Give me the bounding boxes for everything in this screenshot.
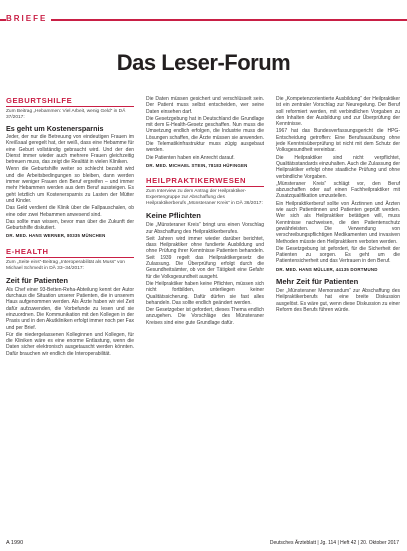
letter-author: DR. MED. HANS MÜLLER, 44135 DORTMUND [276,266,378,272]
section-heading-geburtshilfe: GEBURTSHILFE [6,96,134,107]
column-2 [146,96,264,327]
letter-paragraph: Seit Jahren wird immer wieder darüber berichtet, dass Heilpraktiker ohne fundierte Ausbildung und ohne Prüfung ihrer Kenntnisse Patienten behandeln. Seit 1939 regelt das Heilpraktikergesetz die Zulassung. Die Überprüfung erfolgt durch die Gesundheitsämter, ob von der Tätigkeit eine Gefahr für die Volksgesundheit ausgeht. [146,235,264,280]
article-reference: Zum Interview zu dem Antrag der Heilpraktiker-Expertengruppe zur Abschaffung des Heilpraktikerberufs „Münsteraner Kreis“ in DÄ 36/2017: [146,189,263,207]
letter-paragraph: Für die niedergelassenen Kolleginnen und Kollegen, für die Kliniken wäre es eine enorme Entlastung, wenn die Daten sicher elektronisch ausgetauscht werden könnten. Dafür brauchen wir endlich die Interoperabilität. [6,331,134,357]
page-number: A 1990 [6,540,24,546]
letter-title: Zeit für Patienten [6,275,69,285]
letter-paragraph: Die Heilpraktiker haben keine Pflichten, müssen sich nicht fortbilden, unterliegen keiner Qualitätssicherung. Dafür dürfen sie fast alles behandeln. Das sollte endlich geändert werden. [146,280,264,306]
letter-paragraph: Die Gesetzgebung ist gefordert, für die Sicherheit der Patienten zu sorgen. Es geht um die Patientensicherheit und das Vertrauen in den Beruf. [276,245,400,265]
letter-title: Keine Pflichten [146,211,201,221]
letter-paragraph: Das sollte man wissen, bevor man über die Zukunft der Geburtshilfe diskutiert. [6,218,134,232]
letter-paragraph: 1967 hat das Bundesverfassungsgericht die HPG-Entscheidung getroffen: Eine Berufsausübung ohne jede Kenntnisüberprüfung ist nicht mit dem Schutz der Volksgesundheit vereinbar. [276,128,400,154]
letter-paragraph: Die Daten müssen gesichert und verschlüsselt sein. Der Patient muss selbst entscheiden, wer seine Daten einsehen darf. [146,96,264,115]
letter-paragraph: Als Chef einer 93-Betten-Reha-Abteilung kennt der Autor durchaus die Situation unserer Patienten, die in unserem Haus aufgenommen werden. Als Ärzte haben wir viel Zeit dafür aufzuwenden, die Vorbefunde zu lesen und sie einzuordnen. Die Kommunikation mit den Kollegen in der Praxis und in den Akutkliniken erfolgt immer noch per Fax und per Brief. [6,286,134,331]
section-heading-e-health: E-HEALTH [6,247,134,258]
letter-author: DR. MED. MICHAEL STEIN, 78183 HÜFINGEN [146,162,248,168]
letter-paragraph: Die Patienten haben ein Anrecht darauf. [146,154,235,161]
column-3 [276,96,400,314]
letter-paragraph: Wenn die Geburtshilfe weiter so schlecht bezahlt wird und die Arbeitsbedingungen so bleiben, dann werden immer weniger Frauen den Beruf ergreifen – und immer mehr Hebammen werden aus dem Beruf aussteigen. Es geht letztlich um Kostenersparnis zu Lasten der Mütter und Kinder. [6,166,134,204]
section-heading-heilpraktikerwesen: HEILPRAKTIKERWESEN [146,176,264,187]
letter-paragraph: Das Geld verdient die Klinik über die Fallpauschalen, ob eine oder zwei Hebammen anwesend sind. [6,205,134,218]
letter-paragraph: Der Gesetzgeber ist gefordert, dieses Thema endlich anzugehen. Die Vorschläge des Münsteraner Kreises sind eine gute Grundlage dafür. [146,307,264,326]
article-reference: Zum „Seite eins“-Beitrag „Interoperabilität als Muss“ von Michael Schmedt in DÄ 33–34/2017: [6,259,125,271]
letter-paragraph: Die Gesetzgebung hat in Deutschland die Grundlage mit dem E-Health-Gesetz geschaffen. Nun muss die Umsetzung endlich erfolgen, die Industrie muss die Lösungen schaffen, die Ärzte müssen sie anwenden. Die Telematikinfrastruktur muss zügig ausgebaut werden. [146,115,264,154]
article-reference: Zum Beitrag „Hebammen: Viel Arbeit, wenig Geld“ in DÄ 37/2017: [6,109,126,120]
page-title: Das Leser-Forum [116,50,291,75]
letter-title: Es geht um Kostenersparnis [6,124,104,133]
letter-paragraph: Die „Kompetenzorientierte Ausbildung“ der Heilpraktiker ist ein zentraler Vorschlag zur Neuregelung. Der Beruf soll reformiert werden, mit verbindlichen Vorgaben zu den Inhalten der Ausbildung und zur Überprüfung der Kenntnisse. [276,96,400,128]
rubric-bar [0,19,407,21]
letter-paragraph: Der „Münsteraner Memorandum“ zur Abschaffung des Heilpraktikerberufs hat eine breite Diskussion ausgelöst. Es wäre gut, wenn diese Diskussion zu einer Reform des Berufs führen würde. [276,288,400,313]
column-1 [6,96,134,358]
letter-paragraph: Jeder, der nur die Betreuung von eindeutigen Frauen im Kreißsaal geregelt hat, der weiß, dass eine Hebamme für eine Geburt vollständig gebraucht wird. Und der den Dienst immer wieder auch mehrere Frauen gleichzeitig betreuen muss, das zeigt die Realität in vielen Kliniken. [6,134,134,166]
letter-title: Mehr Zeit für Patienten [276,277,359,287]
letter-paragraph: „Münsteraner Kreis“ schlägt vor, den Beruf abzuschaffen oder auf einen Fachheilpraktiker mit Zusatzqualifikation umzustellen. [276,180,400,200]
rubric-label: BRIEFE [6,13,51,25]
journal-footer: Deutsches Ärzteblatt | Jg. 114 | Heft 42 | 20. Oktober 2017 [269,540,399,546]
letter-paragraph: Ein Heilpraktikerberuf sollte von Ärztinnen und Ärzten wie auch Patientinnen und Patienten geprüft werden. Wer sich als Heilpraktiker betätigen will, muss Kenntnisse nachweisen, die den Patientenschutz gewährleisten. Die Verwendung von verschreibungspflichtigen Medikamenten und invasiven Methoden müsste den Heilpraktikern verboten werden. [276,200,400,245]
letter-paragraph: Die „Münsteraner Kreis“ bringt uns einen Vorschlag zur Abschaffung des Heilpraktikerberufes. [146,222,264,235]
letter-paragraph: Die Heilpraktiker sind nicht verpflichtet, Qualitätsstandards einzuhalten. Auch die Zulassung der Heilpraktiker erfolgt ohne staatliche Prüfung und ohne verbindliche Vorgaben. [276,154,400,180]
letter-author: DR. MED. HANS WERNER, 80335 MÜNCHEN [6,233,106,239]
